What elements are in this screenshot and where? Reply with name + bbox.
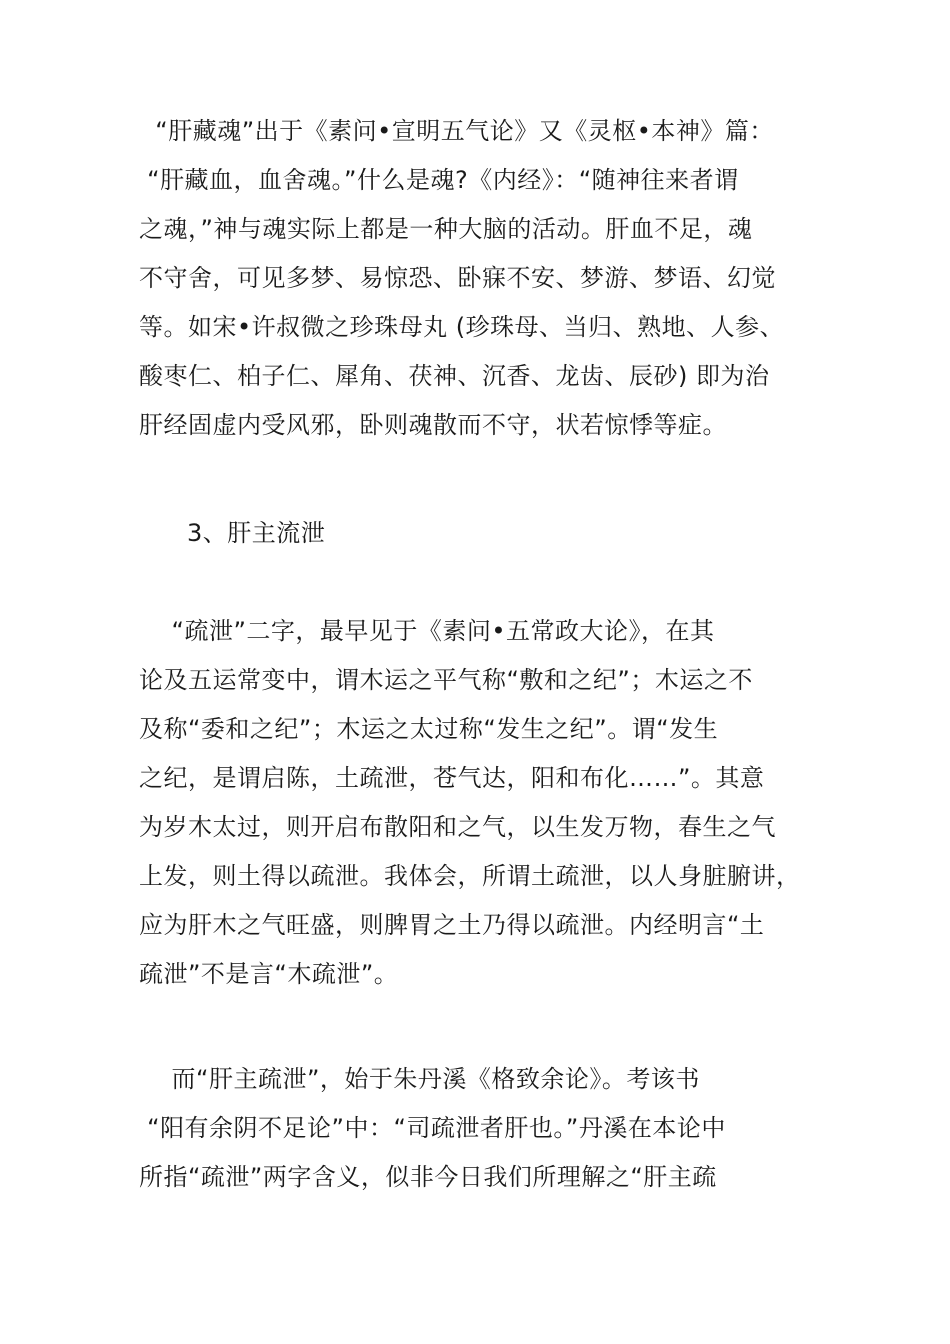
- section-heading-text: 3、肝主流泄: [187, 519, 326, 547]
- section-heading: [139, 509, 829, 558]
- paragraph-line: 及称“委和之纪”；木运之太过称“发生之纪”。谓“发生: [139, 715, 719, 743]
- paragraph-line: “阳有余阴不足论”中：“司疏泄者肝也。”丹溪在本论中: [139, 1114, 726, 1142]
- paragraph-line: 而“肝主疏泄”，始于朱丹溪《格致余论》。考该书: [139, 1065, 700, 1093]
- paragraph-line: “肝藏血，血舍魂。”什么是魂?《内经》：“随神往来者谓: [139, 166, 739, 194]
- paragraph-line: 所指“疏泄”两字含义，似非今日我们所理解之“肝主疏: [139, 1163, 717, 1191]
- paragraph-line: 论及五运常变中，谓木运之平气称“敷和之纪”；木运之不: [139, 666, 753, 694]
- paragraph-dispersion-origin: [139, 607, 829, 999]
- paragraph-line: 上发，则土得以疏泄。我体会，所谓土疏泄，以人身脏腑讲，: [139, 862, 801, 890]
- paragraph-line: “肝藏魂”出于《素问•宣明五气论》又《灵枢•本神》篇：: [139, 117, 774, 145]
- paragraph-line: 之纪，是谓启陈，土疏泄，苍气达，阳和布化……”。其意: [139, 764, 765, 792]
- paragraph-line: 疏泄”不是言“木疏泄”。: [139, 960, 399, 988]
- paragraph-liver-stores-soul: [139, 107, 829, 450]
- paragraph-line: 肝经固虚内受风邪，卧则魂散而不守，状若惊悸等症。: [139, 411, 727, 439]
- paragraph-line: 不守舍，可见多梦、易惊恐、卧寐不安、梦游、梦语、幻觉: [139, 264, 776, 292]
- paragraph-line: 等。如宋•许叔微之珍珠母丸 (珍珠母、当归、熟地、人参、: [139, 313, 785, 341]
- paragraph-line: 之魂，”神与魂实际上都是一种大脑的活动。肝血不足，魂: [139, 215, 753, 243]
- paragraph-line: 酸枣仁、柏子仁、犀角、茯神、沉香、龙齿、辰砂) 即为治: [139, 362, 770, 390]
- paragraph-zhu-danxi: [139, 1055, 829, 1202]
- paragraph-line: 为岁木太过，则开启布散阳和之气，以生发万物，春生之气: [139, 813, 776, 841]
- paragraph-line: “疏泄”二字，最早见于《素问•五常政大论》，在其: [139, 617, 715, 645]
- paragraph-line: 应为肝木之气旺盛，则脾胃之土乃得以疏泄。内经明言“土: [139, 911, 765, 939]
